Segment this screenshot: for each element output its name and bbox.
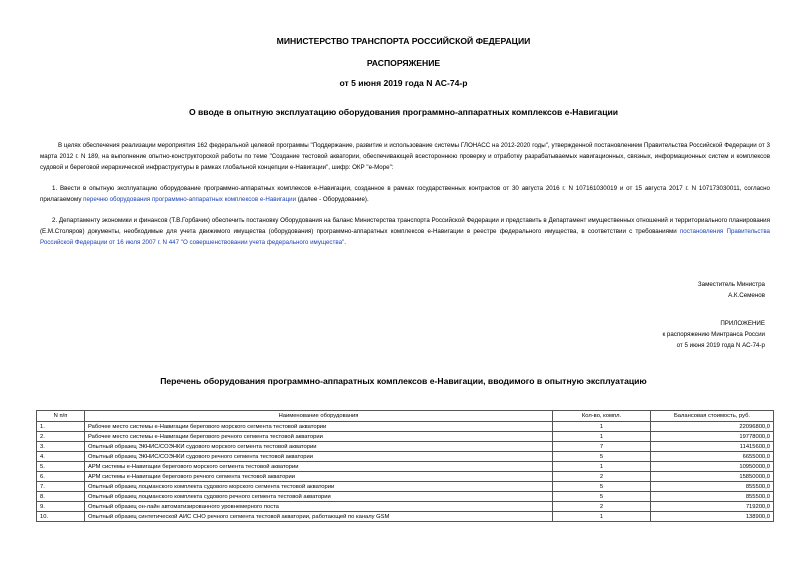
row-value: 11415600,0: [651, 442, 774, 452]
row-value: 22096800,0: [651, 422, 774, 432]
appendix-block: [565, 318, 765, 351]
row-number: 10.: [37, 512, 85, 522]
clause-2-text-end: .: [344, 239, 346, 246]
row-name: Опытный образец синтетической АИС СНО речного сегмента тестовой акватории, работающей по каналу GSM: [85, 512, 553, 522]
header-value: Балансовая стоимость, руб.: [651, 411, 774, 422]
appendix-date: от 5 июня 2019 года N АС-74-р: [676, 342, 765, 349]
table-row: [37, 442, 774, 452]
row-number: 8.: [37, 492, 85, 502]
ministry-heading: МИНИСТЕРСТВО ТРАНСПОРТА РОССИЙСКОЙ ФЕДЕРАЦИИ: [276, 36, 531, 46]
row-number: 3.: [37, 442, 85, 452]
row-value: 19778000,0: [651, 432, 774, 442]
row-name: АРМ системы е-Навигации берегового речного сегмента тестовой акватории: [85, 472, 553, 482]
row-quantity: 1: [553, 462, 651, 472]
clause-1-text-end: (далее - Оборудование).: [296, 196, 369, 203]
row-name: Опытный образец лоцманского комплекта судового морского сегмента тестовой акватории: [85, 482, 553, 492]
clause-2-text-start: 2. Департаменту экономики и финансов (Т.В.Горбачик) обеспечить постановку Оборудования на баланс Министерства транспорта Российской Федерации и представить в Департамент имущественных отношений и территориального планирования (Е.М.Столяров) документы, необходимые для учета движимого имущества (оборудования) программно-аппаратных комплексов е-Навигации в реестре федерального имущества, в соответствии с требованиями: [40, 217, 770, 235]
table-row: [37, 492, 774, 502]
signatory-name: А.К.Семенов: [728, 292, 765, 299]
row-name: Рабочее место системы е-Навигации берегового речного сегмента тестовой акватории: [85, 432, 553, 442]
row-quantity: 5: [553, 452, 651, 462]
preamble-paragraph: В целях обеспечения реализации мероприятия 162 федеральной целевой программы "Поддержание, развитие и использование системы ГЛОНАСС на 2012-2020 годы", утвержденной постановлением Правительства Российской Федерации от 3 марта 2012 г. N 189, на выполнение опытно-конструкторской работы по теме "Создание тестовой акватории, обеспечивающей всестороннюю проверку и отработку разрабатываемых навигационных, связных, информационных систем и комплексов судовой и береговой иерархической инфраструктуры в рамках глобальной концепции е-Навигации", шифр: ОКР "е-Море":: [40, 142, 770, 171]
signature-block: [565, 279, 765, 301]
row-value: 10950000,0: [651, 462, 774, 472]
row-number: 4.: [37, 452, 85, 462]
row-value: 719200,0: [651, 502, 774, 512]
table-row: [37, 422, 774, 432]
row-number: 6.: [37, 472, 85, 482]
table-row: [37, 502, 774, 512]
table-row: [37, 482, 774, 492]
government-decree-link[interactable]: постановления Правительства Российской Федерации от 16 июля 2007 г. N 447 "О совершенствовании учета федерального имущества": [40, 228, 770, 246]
equipment-table: [36, 410, 774, 522]
row-number: 5.: [37, 462, 85, 472]
row-name: Опытный образец ЭКНИС/СОЭНКИ судового морского сегмента тестовой акватории: [85, 442, 553, 452]
document-type: РАСПОРЯЖЕНИЕ: [366, 58, 441, 68]
row-value: 855500,0: [651, 482, 774, 492]
clause-1: [40, 183, 770, 205]
row-number: 2.: [37, 432, 85, 442]
appendix-reference: к распоряжению Минтранса России: [662, 331, 765, 338]
clause-1-text-start: 1. Ввести в опытную эксплуатацию оборудование программно-аппаратных комплексов е-Навигации, созданное в рамках государственных контрактов от 30 августа 2016 г. N 107161030019 и от 15 августа 2017 г. N 107173030011, согласно прилагаемому: [40, 185, 770, 203]
row-quantity: 1: [553, 432, 651, 442]
row-quantity: 2: [553, 472, 651, 482]
clause-2: [40, 215, 770, 248]
table-row: [37, 462, 774, 472]
header-number: N п/п: [37, 411, 85, 422]
appendix-label: ПРИЛОЖЕНИЕ: [720, 320, 765, 327]
table-row: [37, 472, 774, 482]
table-header-row: [37, 411, 774, 422]
row-value: 15850000,0: [651, 472, 774, 482]
row-name: Опытный образец он-лайн автоматизированного уровнемерного поста: [85, 502, 553, 512]
row-quantity: 1: [553, 512, 651, 522]
row-quantity: 7: [553, 442, 651, 452]
table-row: [37, 512, 774, 522]
row-value: 138900,0: [651, 512, 774, 522]
header-name: Наименование оборудования: [85, 411, 553, 422]
row-quantity: 5: [553, 492, 651, 502]
row-name: Опытный образец ЭКНИС/СОЭНКИ судового речного сегмента тестовой акватории: [85, 452, 553, 462]
document-date-number: от 5 июня 2019 года N АС-74-р: [339, 78, 468, 88]
row-quantity: 1: [553, 422, 651, 432]
row-quantity: 2: [553, 502, 651, 512]
table-row: [37, 432, 774, 442]
table-row: [37, 452, 774, 462]
signatory-position: Заместитель Министра: [697, 281, 765, 288]
row-value: 6655000,0: [651, 452, 774, 462]
equipment-list-link[interactable]: перечню оборудования программно-аппаратных комплексов е-Навигации: [83, 196, 297, 203]
row-value: 855500,0: [651, 492, 774, 502]
row-number: 9.: [37, 502, 85, 512]
row-quantity: 5: [553, 482, 651, 492]
header-quantity: Кол-во, компл.: [553, 411, 651, 422]
document-subject: О вводе в опытную эксплуатацию оборудования программно-аппаратных комплексов е-Навигации: [188, 107, 619, 117]
row-number: 1.: [37, 422, 85, 432]
row-name: АРМ системы е-Навигации берегового морского сегмента тестовой акватории: [85, 462, 553, 472]
row-name: Рабочее место системы е-Навигации берегового морского сегмента тестовой акватории: [85, 422, 553, 432]
row-name: Опытный образец лоцманского комплекта судового речного сегмента тестовой акватории: [85, 492, 553, 502]
equipment-list-title: Перечень оборудования программно-аппаратных комплексов е-Навигации, вводимого в опытную эксплуатацию: [160, 376, 647, 386]
row-number: 7.: [37, 482, 85, 492]
